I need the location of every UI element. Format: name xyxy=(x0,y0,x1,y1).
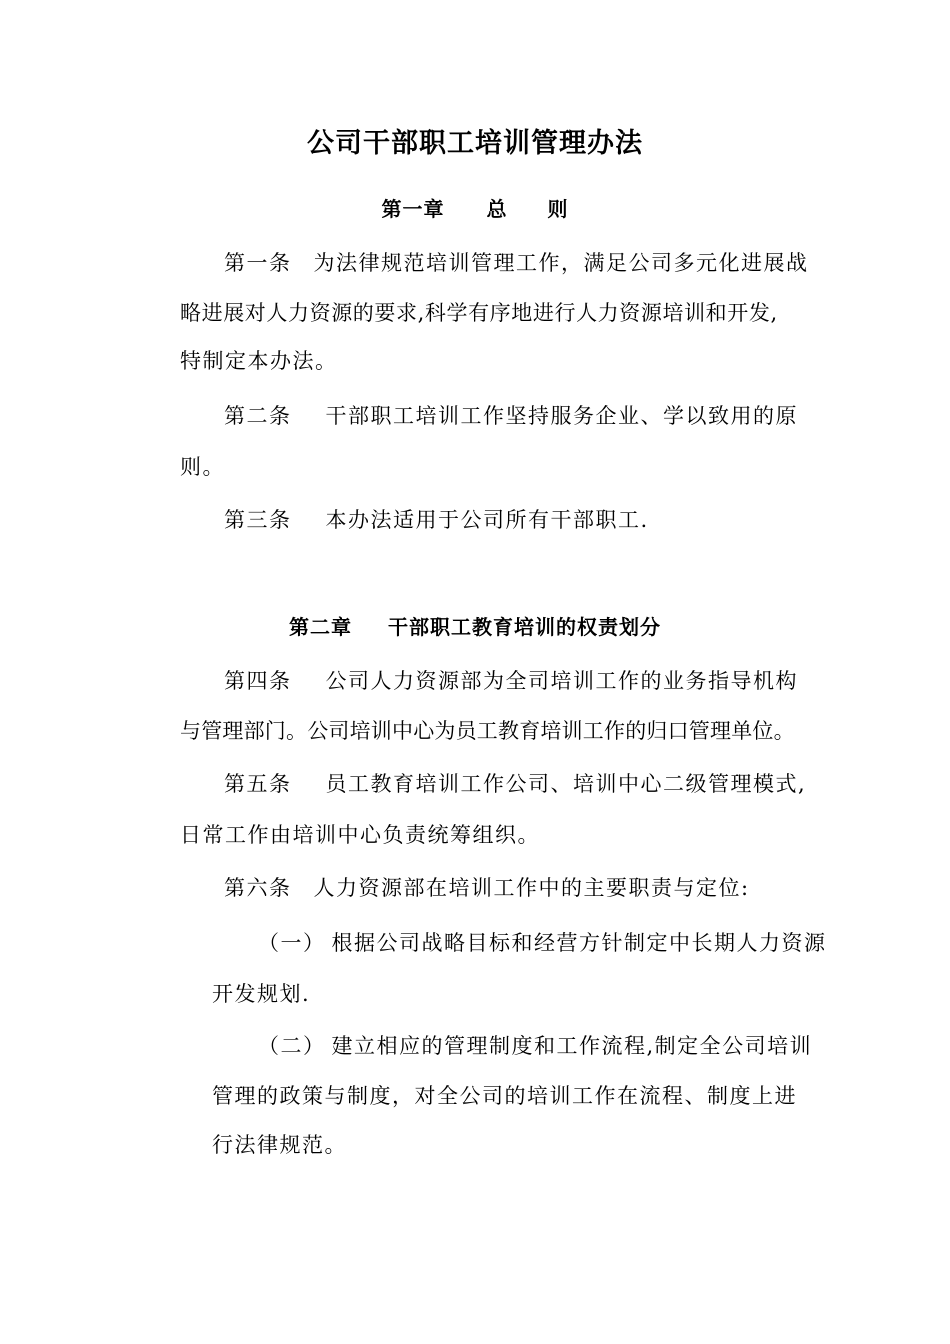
article-2-label: 第二条 xyxy=(224,404,292,428)
item-1-text-1: 根据公司战略目标和经营方针制定中长期人力资源 xyxy=(331,931,827,955)
article-4-line-1 xyxy=(224,666,798,696)
article-2-line-1 xyxy=(224,401,798,431)
article-2-text-1: 干部职工培训工作坚持服务企业、学以致用的原 xyxy=(325,404,798,428)
item-1-label: （一） xyxy=(258,931,326,955)
article-3-text-1: 本办法适用于公司所有干部职工. xyxy=(325,508,649,532)
item-2-text-1: 建立相应的管理制度和工作流程,制定全公司培训 xyxy=(331,1034,813,1058)
article-5-line-1 xyxy=(224,769,806,799)
item-2-line-3: 行法律规范。 xyxy=(212,1133,347,1157)
article-5-label: 第五条 xyxy=(224,772,292,796)
document-title: 公司干部职工培训管理办法 xyxy=(307,128,643,159)
item-1-line-2: 开发规划. xyxy=(212,982,311,1006)
chapter-1-title-a: 总 xyxy=(486,197,508,221)
article-6-line-1 xyxy=(224,873,750,903)
article-6-label: 第六条 xyxy=(224,876,292,900)
chapter-2-number: 第二章 xyxy=(289,615,352,639)
item-2-label: （二） xyxy=(258,1034,326,1058)
item-2-line-1 xyxy=(258,1031,812,1061)
article-4-text-1: 公司人力资源部为全司培训工作的业务指导机构 xyxy=(325,669,798,693)
chapter-1-number: 第一章 xyxy=(381,197,445,221)
chapter-2-heading xyxy=(0,612,950,642)
article-1-line-2: 略进展对人力资源的要求,科学有序地进行人力资源培训和开发, xyxy=(180,301,778,325)
article-1-text-1: 为法律规范培训管理工作，满足公司多元化进展战 xyxy=(313,251,809,275)
chapter-1-heading xyxy=(0,194,950,224)
item-1-line-1 xyxy=(258,928,827,958)
article-6-text-1: 人力资源部在培训工作中的主要职责与定位: xyxy=(313,876,750,900)
article-1-line-1 xyxy=(224,248,809,278)
article-3-label: 第三条 xyxy=(224,508,292,532)
article-3-line-1 xyxy=(224,505,649,535)
article-4-label: 第四条 xyxy=(224,669,292,693)
article-5-line-2: 日常工作由培训中心负责统筹组织。 xyxy=(180,823,540,847)
article-2-line-2: 则。 xyxy=(180,455,225,479)
chapter-2-title: 干部职工教育培训的权责划分 xyxy=(388,615,661,639)
article-5-text-1: 员工教育培训工作公司、培训中心二级管理模式, xyxy=(325,772,807,796)
article-1-label: 第一条 xyxy=(224,251,292,275)
chapter-1-title-b: 则 xyxy=(547,197,569,221)
item-2-line-2: 管理的政策与制度，对全公司的培训工作在流程、制度上进 xyxy=(212,1084,797,1108)
article-4-line-2: 与管理部门。公司培训中心为员工教育培训工作的归口管理单位。 xyxy=(180,719,795,743)
article-1-line-3: 特制定本办法。 xyxy=(180,349,338,373)
